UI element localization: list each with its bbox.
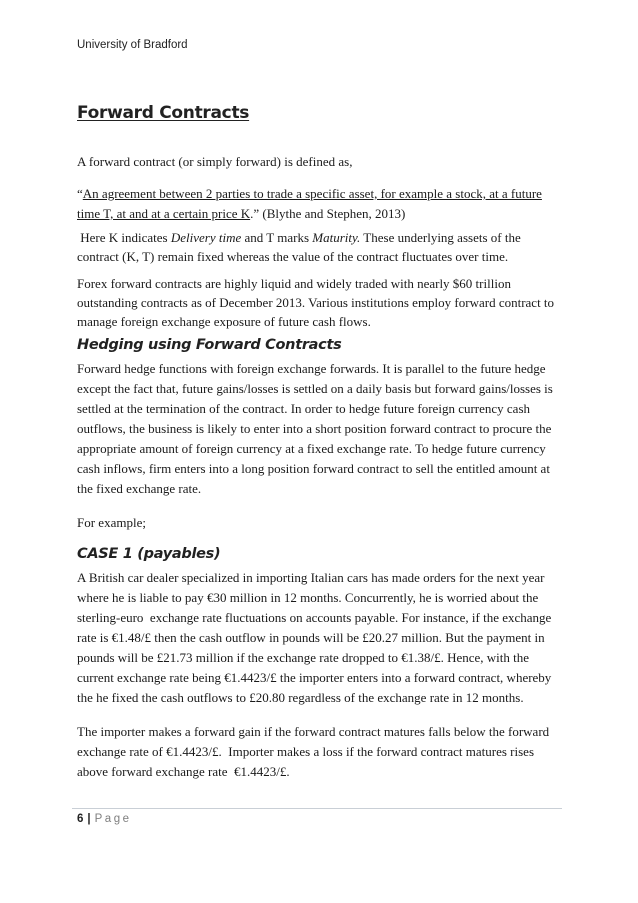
hedging-heading: Hedging using Forward Contracts bbox=[77, 337, 342, 353]
forex-line-2: outstanding contracts as of December 2013. Various institutions employ forward contract to bbox=[77, 295, 555, 310]
definition-quote-line-1 bbox=[77, 184, 542, 204]
case1-line-3: sterling-euro exchange rate fluctuations on accounts payable. For instance, if the exchange bbox=[77, 610, 552, 625]
case1-line-6: current exchange rate being €1.4423/£ the importer enters into a forward contract, whereby bbox=[77, 670, 552, 685]
forex-line-3: manage foreign exchange exposure of future cash flows. bbox=[77, 314, 371, 329]
footer-separator: | bbox=[87, 813, 91, 825]
quote-underlined-2: time T, at and at a certain price K bbox=[77, 206, 251, 221]
example-intro: For example; bbox=[77, 515, 146, 530]
gain-line-1: The importer makes a forward gain if the forward contract matures falls below the forward bbox=[77, 724, 550, 739]
page-footer bbox=[77, 813, 131, 825]
page-header: University of Bradford bbox=[77, 39, 188, 51]
k-text-b: and T marks bbox=[241, 230, 313, 245]
k-text-a: Here K indicates bbox=[77, 230, 171, 245]
hedging-line-4: outflows, the business is likely to enter into a short position forward contract to procure the bbox=[77, 421, 552, 436]
case1-line-7: the he fixed the cash outflows to £20.80 regardless of the exchange rate in 12 months. bbox=[77, 690, 524, 705]
case1-line-4: rate is €1.48/£ then the cash outflow in pounds will be £20.27 million. But the payment in bbox=[77, 630, 545, 645]
k-t-explanation-line-1 bbox=[77, 228, 521, 248]
hedging-line-7: the fixed exchange rate. bbox=[77, 481, 202, 496]
forward-intro: A forward contract (or simply forward) is defined as, bbox=[77, 154, 353, 169]
quote-open: “ bbox=[77, 186, 83, 201]
case1-line-1: A British car dealer specialized in importing Italian cars has made orders for the next year bbox=[77, 570, 545, 585]
quote-underlined-1: An agreement between 2 parties to trade a specific asset, for example a stock, at a future bbox=[82, 186, 542, 201]
delivery-time-term: Delivery time bbox=[170, 230, 242, 245]
gain-line-2: exchange rate of €1.4423/£. Importer makes a loss if the forward contract matures rises bbox=[77, 744, 535, 759]
hedging-line-5: appropriate amount of foreign currency at a fixed exchange rate. To hedge future currency bbox=[77, 441, 546, 456]
k-t-explanation-line-2: contract (K, T) remain fixed whereas the value of the contract fluctuates over time. bbox=[77, 249, 509, 264]
maturity-term: Maturity. bbox=[312, 230, 361, 245]
hedging-line-6: cash inflows, firm enters into a long position forward contract to sell the entitled amount at bbox=[77, 461, 550, 476]
footer-divider bbox=[72, 808, 562, 809]
case1-line-2: where he is liable to pay €30 million in 12 months. Concurrently, he is worried about the bbox=[77, 590, 539, 605]
page-word: Page bbox=[94, 813, 132, 825]
gain-line-3: above forward exchange rate €1.4423/£. bbox=[77, 764, 290, 779]
case1-line-5: pounds will be £21.73 million if the exchange rate dropped to €1.38/£. Hence, with the bbox=[77, 650, 530, 665]
hedging-line-2: except the fact that, future gains/losses is settled on a daily basis but forward gains/losses is bbox=[77, 381, 553, 396]
hedging-line-3: settled at the termination of the contract. In order to hedge future foreign currency cash bbox=[77, 401, 531, 416]
quote-citation: .” (Blythe and Stephen, 2013) bbox=[250, 206, 406, 221]
hedging-line-1: Forward hedge functions with foreign exchange forwards. It is parallel to the future hedge bbox=[77, 361, 546, 376]
forex-line-1: Forex forward contracts are highly liquid and widely traded with nearly $60 trillion bbox=[77, 276, 511, 291]
case1-heading: CASE 1 (payables) bbox=[77, 546, 221, 562]
definition-quote-line-2 bbox=[77, 204, 405, 224]
forward-contracts-heading: Forward Contracts bbox=[77, 103, 250, 123]
page-number: 6 bbox=[77, 813, 84, 825]
k-text-c: These underlying assets of the bbox=[360, 230, 521, 245]
